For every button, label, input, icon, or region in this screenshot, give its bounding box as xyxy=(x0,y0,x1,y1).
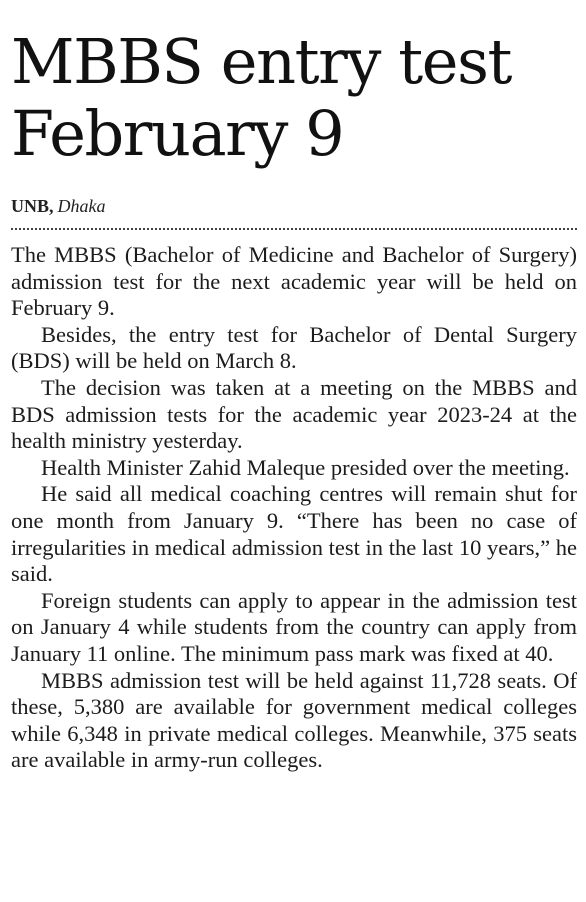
headline-line-1: MBBS entry test xyxy=(11,25,512,98)
byline-agency: UNB, xyxy=(11,196,54,216)
byline xyxy=(11,196,577,216)
paragraph-4: Health Minister Zahid Maleque presided over the meeting. xyxy=(41,454,570,480)
paragraph-6: Foreign students can apply to appear in the admission test on January 4 while students from the country can apply from January 11 online. The minimum pass mark was fixed at 40. xyxy=(11,587,577,666)
dotted-divider xyxy=(11,228,577,230)
news-article xyxy=(11,0,577,774)
byline-place: Dhaka xyxy=(57,196,106,216)
paragraph-7: MBBS admission test will be held against 11,728 seats. Of these, 5,380 are available for government medical colleges while 6,348 in private medical colleges. Meanwhile, 375 seats are available in army-run colleges. xyxy=(11,667,577,773)
paragraph-5: He said all medical coaching centres will remain shut for one month from January 9. “There has been no case of irregularities in medical admission test in the last 10 years,” he said. xyxy=(11,481,577,587)
paragraph-1: The MBBS (Bachelor of Medicine and Bachelor of Surgery) admission test for the next academic year will be held on February 9. xyxy=(11,242,577,321)
headline-line-2: February 9 xyxy=(11,97,344,170)
paragraph-3: The decision was taken at a meeting on the MBBS and BDS admission tests for the academic year 2023-24 at the health ministry yesterday. xyxy=(11,374,577,454)
article-body xyxy=(11,242,577,774)
headline xyxy=(11,0,577,170)
paragraph-2: Besides, the entry test for Bachelor of Dental Surgery (BDS) will be held on March 8. xyxy=(11,321,577,374)
